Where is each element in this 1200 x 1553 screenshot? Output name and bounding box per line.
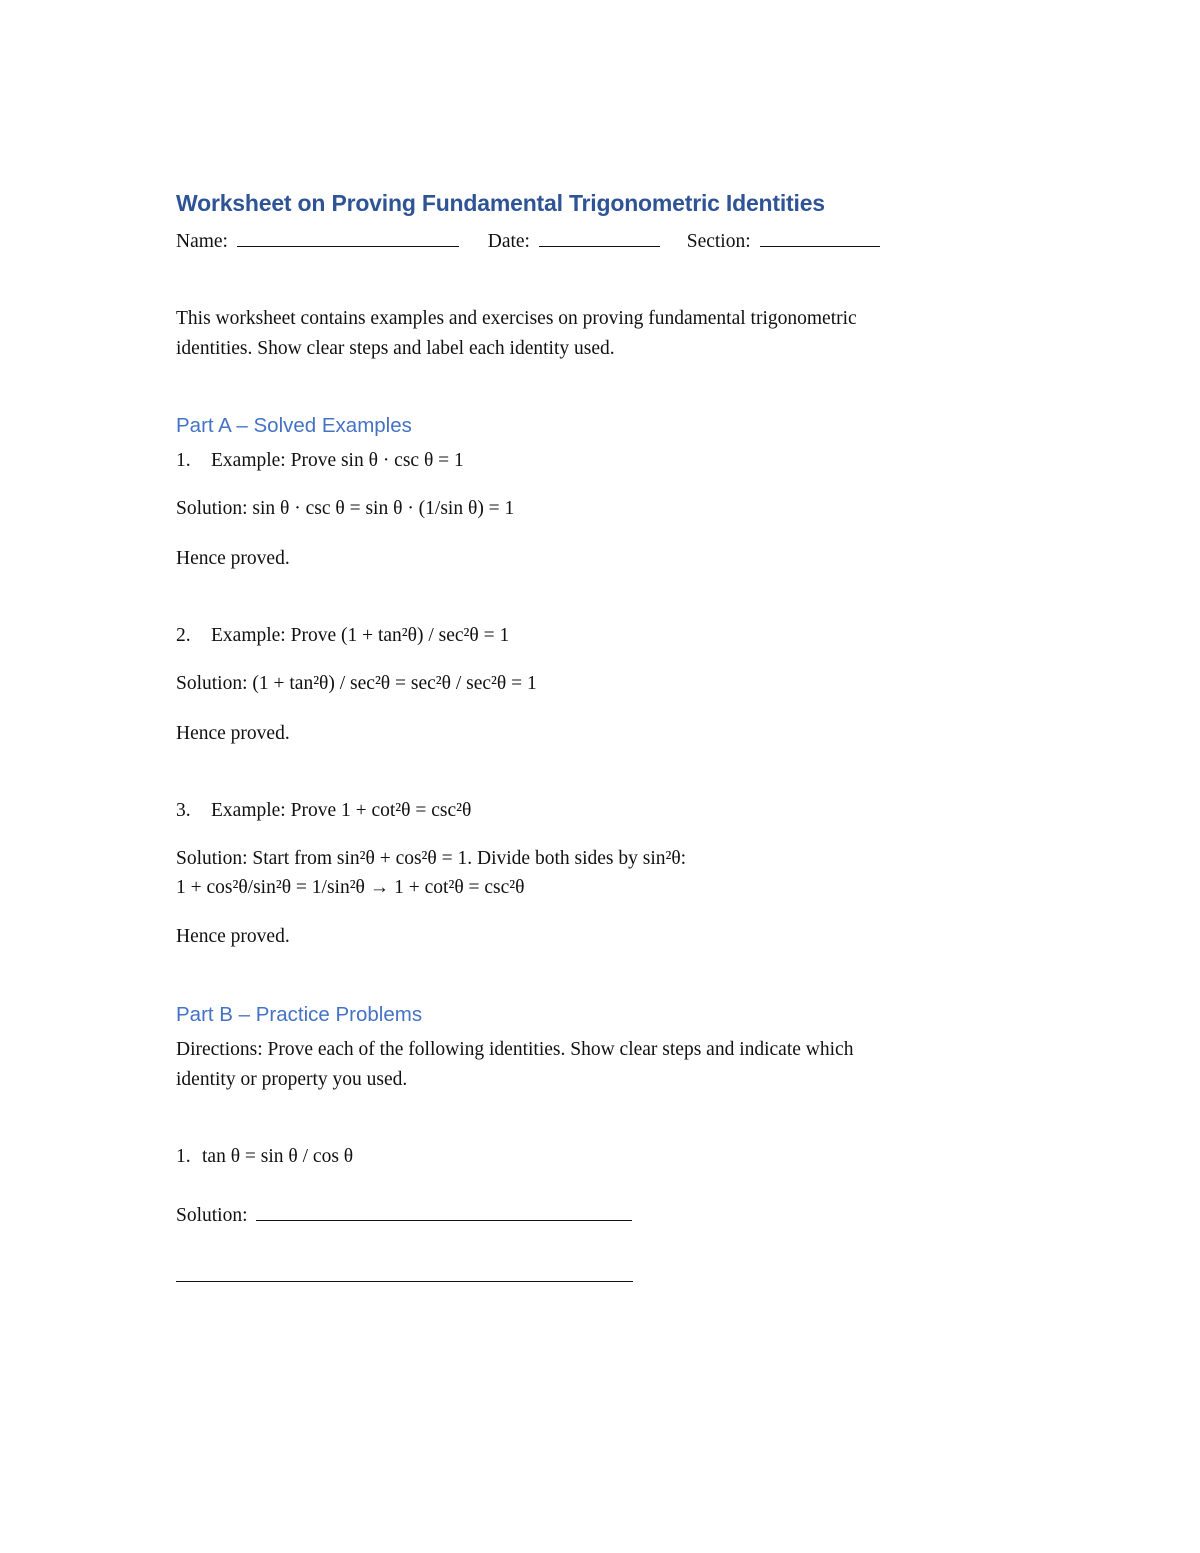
example-3-prompt — [176, 798, 471, 824]
directions-line-2: identity or property you used. — [176, 1069, 408, 1090]
intro-line-1: This worksheet contains examples and exercises on proving fundamental trigonometric — [176, 308, 857, 329]
intro-line-2: identities. Show clear steps and label each identity used. — [176, 338, 615, 359]
example-3-solution-line-2: 1 + cos²θ/sin²θ = 1/sin²θ → 1 + cot²θ = csc²θ — [176, 877, 525, 898]
name-blank[interactable] — [237, 228, 459, 247]
example-1-conclusion: Hence proved. — [176, 548, 290, 569]
example-3-solution-line-1: Solution: Start from sin²θ + cos²θ = 1. Divide both sides by sin²θ: — [176, 848, 687, 869]
directions-line-1: Directions: Prove each of the following identities. Show clear steps and indicate which — [176, 1039, 854, 1060]
example-1-solution: Solution: sin θ · csc θ = sin θ · (1/sin θ) = 1 — [176, 498, 515, 519]
part-b-heading: Part B – Practice Problems — [176, 1003, 423, 1026]
solution-blank[interactable] — [256, 1202, 632, 1221]
example-number: 3. — [176, 800, 191, 821]
name-label: Name: — [176, 231, 228, 252]
example-2-conclusion: Hence proved. — [176, 723, 290, 744]
example-1-prompt — [176, 448, 464, 474]
part-a-heading: Part A – Solved Examples — [176, 414, 412, 437]
problem-1-solution — [176, 1202, 632, 1229]
section-blank[interactable] — [760, 228, 880, 247]
date-blank[interactable] — [539, 228, 660, 247]
problem-1 — [176, 1144, 353, 1170]
example-number: 1. — [176, 450, 191, 471]
problem-number: 1. — [176, 1146, 191, 1167]
answer-line[interactable] — [176, 1281, 633, 1282]
example-2-solution: Solution: (1 + tan²θ) / sec²θ = sec²θ / sec²θ = 1 — [176, 673, 537, 694]
solution-label: Solution: — [176, 1205, 248, 1226]
example-3-conclusion: Hence proved. — [176, 926, 290, 947]
example-text: Example: Prove (1 + tan²θ) / sec²θ = 1 — [211, 625, 510, 646]
header-fields — [176, 228, 880, 255]
date-label: Date: — [487, 231, 530, 252]
section-label: Section: — [686, 231, 751, 252]
example-number: 2. — [176, 625, 191, 646]
problem-statement: tan θ = sin θ / cos θ — [202, 1146, 354, 1167]
page-title: Worksheet on Proving Fundamental Trigonometric Identities — [176, 190, 825, 216]
example-text: Example: Prove 1 + cot²θ = csc²θ — [211, 800, 472, 821]
example-text: Example: Prove sin θ · csc θ = 1 — [211, 450, 464, 471]
example-2-prompt — [176, 623, 509, 649]
